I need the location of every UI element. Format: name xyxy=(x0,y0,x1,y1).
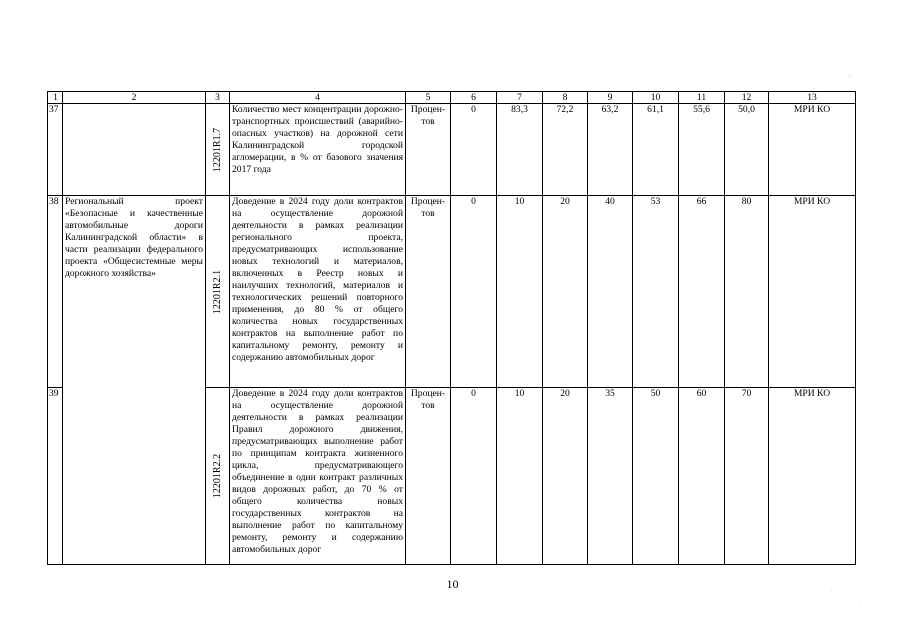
value-col-10: 50 xyxy=(633,388,679,565)
indicator-code: 12201R2.1 xyxy=(211,269,223,314)
header-col-13: 13 xyxy=(769,92,856,104)
header-col-12: 12 xyxy=(725,92,769,104)
project-name xyxy=(63,104,206,196)
unit: Процен-тов xyxy=(406,196,451,388)
header-col-4: 4 xyxy=(230,92,406,104)
header-col-11: 11 xyxy=(679,92,725,104)
indicator-code-cell xyxy=(206,388,230,565)
value-col-12: 50,0 xyxy=(725,104,769,196)
value-col-10: 61,1 xyxy=(633,104,679,196)
scan-speck: · xyxy=(848,72,851,80)
row-number: 39 xyxy=(48,388,63,565)
indicator-description: Доведение в 2024 году доли контрактов на осуществление дорожной деятельности в рамках реализации Правил дорожного движения, предусматривающих выполнение работ по принципам контракта жизненного цикла, предусматривающего объединение в один контракт различных видов дорожных работ, до 70 % от общего количества новых государственных контрактов на выполнение работ по капитальному ремонту, ремонту и содержанию автомобильных дорог xyxy=(230,388,406,565)
value-col-6: 0 xyxy=(451,104,497,196)
page-number: 10 xyxy=(446,577,459,591)
row-number: 37 xyxy=(48,104,63,196)
project-name: Региональный проект «Безопасные и качественные автомобильные дороги Калининградской области» в части реализации федерального проекта «Общесистемные меры дорожного хозяйства» xyxy=(63,196,206,565)
indicator-code: 12201R1.7 xyxy=(211,127,223,172)
indicator-description: Доведение в 2024 году доли контрактов на осуществление дорожной деятельности в рамках реализации регионального проекта, предусматривающих использование новых технологий и материалов, включенных в Реестр новых и наилучших технологий, материалов и технологических решений повторного применения, до 80 % от общего количества новых государственных контрактов на выполнение работ по капитальному ремонту, ремонту и содержанию автомобильных дорог xyxy=(230,196,406,388)
value-col-9: 40 xyxy=(588,196,633,388)
value-col-8: 20 xyxy=(543,388,588,565)
header-col-5: 5 xyxy=(406,92,451,104)
header-col-1: 1 xyxy=(48,92,63,104)
value-col-12: 80 xyxy=(725,196,769,388)
indicator-description: Количество мест концентрации дорожно-транспортных происшествий (аварийно-опасных участков) на дорожной сети Калининградской городской агломерации, в % от базового значения 2017 года xyxy=(230,104,406,196)
header-col-10: 10 xyxy=(633,92,679,104)
header-col-9: 9 xyxy=(588,92,633,104)
header-col-7: 7 xyxy=(497,92,543,104)
row-number: 38 xyxy=(48,196,63,388)
indicators-table xyxy=(47,91,856,565)
value-col-8: 20 xyxy=(543,196,588,388)
value-col-9: 63,2 xyxy=(588,104,633,196)
responsible: МРИ КО xyxy=(769,388,856,565)
table-row xyxy=(48,104,856,196)
responsible: МРИ КО xyxy=(769,196,856,388)
unit: Процен-тов xyxy=(406,104,451,196)
value-col-7: 83,3 xyxy=(497,104,543,196)
value-col-6: 0 xyxy=(451,388,497,565)
value-col-6: 0 xyxy=(451,196,497,388)
value-col-9: 35 xyxy=(588,388,633,565)
indicator-code-cell xyxy=(206,196,230,388)
header-col-2: 2 xyxy=(63,92,206,104)
value-col-11: 55,6 xyxy=(679,104,725,196)
responsible: МРИ КО xyxy=(769,104,856,196)
table-row xyxy=(48,196,856,388)
scan-speck: · xyxy=(858,602,861,610)
indicator-code-cell xyxy=(206,104,230,196)
value-col-7: 10 xyxy=(497,196,543,388)
value-col-11: 66 xyxy=(679,196,725,388)
header-col-6: 6 xyxy=(451,92,497,104)
header-row xyxy=(48,92,856,104)
value-col-12: 70 xyxy=(725,388,769,565)
value-col-7: 10 xyxy=(497,388,543,565)
header-col-3: 3 xyxy=(206,92,230,104)
unit: Процен-тов xyxy=(406,388,451,565)
value-col-11: 60 xyxy=(679,388,725,565)
indicator-code: 12201R2.2 xyxy=(211,453,223,499)
scan-speck: · xyxy=(830,587,833,595)
value-col-8: 72,2 xyxy=(543,104,588,196)
value-col-10: 53 xyxy=(633,196,679,388)
header-col-8: 8 xyxy=(543,92,588,104)
